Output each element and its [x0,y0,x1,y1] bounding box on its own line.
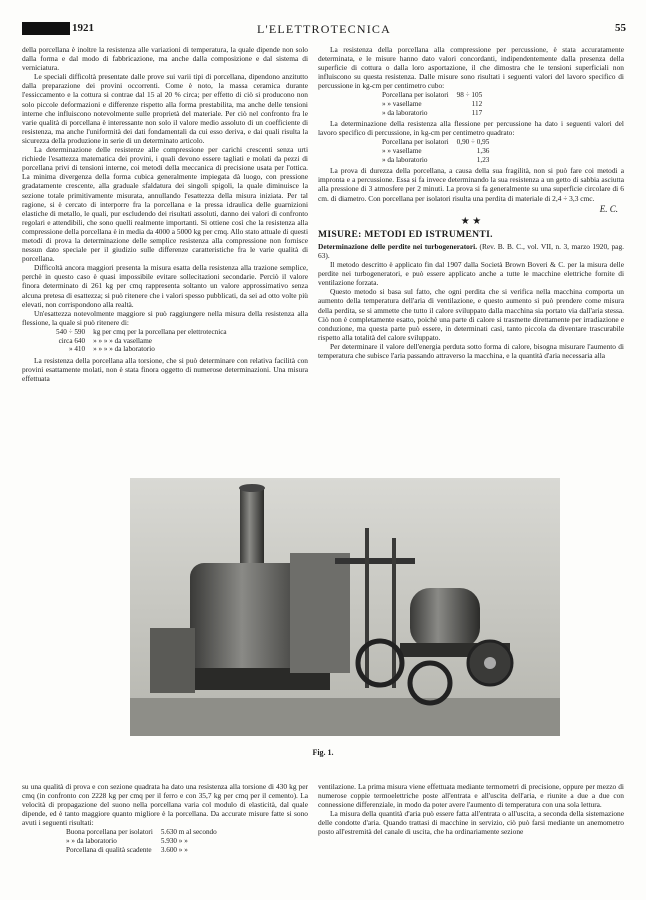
table-cell: kg per cmq per la porcellana per elettrotecnica [93,327,227,336]
paragraph: Questo metodo si basa sul fatto, che ogni perdita che si verifica nella macchina comporta un aumento della temperatura dell'aria di ventilazione, e questo aumento si può prendere come misura della perdita, se si ammette che tutto il calore sviluppato dalla macchina sia portato via dall'aria stessa. Ciò non è completamente esatto, poichè una parte di calore si trasmette direttamente per irradiazione e conduzione, ma questa parte può essere, in determinati casi, tanto piccola da diventare trascurabile rispetto alla totalità del calore sviluppato. [318,287,624,342]
journal-title: L'ELETTROTECNICA [256,22,391,36]
table-cell: 98 ÷ 105 [456,91,483,100]
table-row [62,837,221,846]
table-cell: » » da laboratorio [66,837,117,846]
page-number: 55 [615,22,626,34]
table-cell: 5.630 m al secondo [160,828,217,837]
frame-post [392,538,396,688]
condenser [290,553,350,673]
table-cell: » 410 [68,345,86,354]
paragraph: La determinazione della resistenza alla flessione per percussione ha dato i seguenti valori del lavoro specifico di percussione, in kg-cm per centimetro quadrato: [318,119,624,138]
table-cell: circa 640 [58,336,86,345]
table-cell: » » » » da laboratorio [93,345,155,354]
author-signature: E. C. [599,203,618,214]
floor [130,698,560,736]
cooler-unit [150,628,195,693]
steam-pipe [335,558,415,564]
table-cell: » » vasellame [382,100,422,109]
section-title: MISURE: METODI ED ISTRUMENTI. [318,228,493,240]
exhaust-stack [240,488,264,568]
table-row [62,828,221,837]
paragraph: ventilazione. La prima misura viene effettuata mediante termometri di precisione, oppure per mezzo di numerose coppie termoelettriche poste all'entrata e all'uscita dell'aria, e riunite a due a due con connessione differenziale, in modo da poter avere l'aumento di temperatura con una sola lettura. [318,782,624,810]
table-cell: » » vasellame [382,147,422,156]
table-cell: Buona porcellana per isolatori [66,828,153,837]
table-cell: 117 [471,108,483,117]
stack-top [239,484,265,492]
table-row [378,91,486,100]
table-cell: » da laboratorio [382,155,428,164]
table-row [378,147,493,156]
table-cell: Porcellana di qualità scadente [66,845,152,854]
table-cell: Porcellana per isolatori [382,91,449,100]
bending-strength-table [52,328,231,354]
paragraph: della porcellana è inoltre la resistenza alle variazioni di temperatura, la quale dipende non solo dalla forma e dal modo di fabbricazione, ma anche dalla composizione e dal sistema di verniciatura. [22,45,308,73]
impact-compression-table [378,91,486,117]
sound-speed-table [62,828,221,854]
paragraph: La resistenza della porcellana alla torsione, che si può determinare con relativa facilità con provini esattamente molati, non è stata finora oggetto di numerose determinazioni. Una misura effettuata [22,355,308,383]
paragraph: La resistenza della porcellana alla compressione per percussione, è stata accuratamente determinata, e le misure hanno dato valori concordanti, indipendentemente dalla presenza della superficie di cottura o dalla loro asportazione, il che dimostra che le tensioni superficiali non influiscono su questa resistenza. Dalle misure sono risultati i seguenti valori del lavoro specifico di percussione in kg-cm per centimetro cubo: [318,45,624,91]
article-heading [318,242,624,260]
table-row [52,345,231,354]
paragraph: Le speciali difficoltà presentate dalle prove sui varii tipi di porcellana, dipendono anzitutto dalla preparazione dei provini occorrenti. Come è noto, la massa ceramica durante l'essiccamento e la cottura si contrae dal 15 al 20 % circa; per effetto di ciò si producono non solo piccole deformazioni e differenze rispetto alla forma prestabilita, ma anche delle tensioni interne che influiscono notevolmente sulle proprietà del materiale. Per ciò nel confronto fra le varie qualità di porcellana è interessante non solo il valore medio assoluto di un coefficiente di resistenza, ma anche l'uniformità dei dati fondamentali da cui esso deriva, e dai quali risulta la sicurezza della produzione in serie di un determinato articolo. [22,72,308,145]
table-cell: 1,36 [476,147,490,156]
bottom-right-column [318,782,624,894]
left-column [22,45,308,465]
table-cell: Porcellana per isolatori [382,138,449,147]
impact-bending-table [378,138,493,164]
table-row [52,337,231,346]
table-cell: 112 [471,100,483,109]
paragraph: Il metodo descritto è applicato fin dal 1907 dalla Società Brown Boveri & C. per la misura delle perdite nei turbogeneratori, e può essere applicato anche a tutte le macchine elettriche fornite di ventilazione forzata. [318,260,624,288]
figure-caption: Fig. 1. [312,748,334,757]
table-cell: » » » » da vasellame [93,336,152,345]
photo-drawing [130,478,560,736]
bottom-left-column [22,782,308,894]
paragraph: La determinazione delle resistenze alle compressione per carichi crescenti senza urti richiede l'esattezza matematica dei provini, i quali devono essere tagliati e molati da pezzi di porcellana privi di tensioni interne, coi metodi della meccanica di precisione usata per l'ottica. La minima divergenza della forma cubica generalmente impiegata dà luogo, con pressione gradatamente crescente, alla graduale sfaldatura dei singoli spigoli, la quale diminuisce la sezione totale primitivamente misurata, annullando l'esattezza della misura iniziata. Per tal ragione, si è cercato di interporre fra la porcellana e la pressa idraulica delle guarnizioni elastiche di metallo, le quali, pur escludendo dei risultati assoluti, danno dei valori di confronto regolari e attendibili, che sono quelli realmente importanti. Si ottiene così che la resistenza alla compressione della porcellana è in media da 4000 a 5000 kg per cmq. Allo stato attuale di questi metodi di prova la determinazione delle semplice resistenza alla compressione non fornisce nessun dato speciale per il giudizio sulle differenze caratteristiche fra le varie qualità di porcellana. [22,145,308,264]
paragraph: Un'esattezza notevolmente maggiore si può raggiungere nella misura della resistenza alla flessione, la quale si può ritenere di: [22,308,308,327]
table-cell: 0,90 ÷ 0,95 [456,138,490,147]
turbogenerator-photo [130,478,560,736]
section-separator: ★ ★ [460,215,482,227]
paragraph: Difficoltà ancora maggiori presenta la misura esatta della resistenza alla trazione semplice, perchè in questo caso è quasi impossibile evitare sollecitazioni secondarie. Perciò il valore finora determinato di 261 kg per cmq rappresenta soltanto un valore approssimativo senza alcuna pretesa di esattezza; si può ritenere che i valori spesso pubblicati, da sei ad otto volte più elevati, non corrispondono alla realtà. [22,263,308,309]
table-row [378,109,486,118]
table-row [378,100,486,109]
table-cell: 3.600 » » [160,845,188,854]
table-cell: 5.930 » » [160,837,188,846]
generator [410,588,480,648]
paragraph: La misura della quantità d'aria può essere fatta all'entrata o all'uscita, a seconda della sistemazione delle condotte d'aria. Quando trattasi di macchine in servizio, ciò può farsi mediante un anemometro posto all'estremità del canale di uscita, che ha ordinariamente sezione [318,809,624,837]
issue-date: 1921 [22,22,94,35]
pulley-hub [484,657,496,669]
frame-post [365,528,369,688]
table-cell: 1,23 [476,155,490,164]
table-row [378,138,493,147]
table-cell: » da laboratorio [382,108,428,117]
running-header [22,22,626,40]
right-column [318,45,624,465]
paragraph: La prova di durezza della porcellana, a causa della sua fragilità, non si può fare coi metodi a impronta e a percussione. Essa si fa invece determinando la sua resistenza a un getto di sabbia asciutta alla pressione di 3 atmosfere per 2 minuti. La prova si fa generalmente su una superficie circolare di 6 cm. di diametro. Con porcellana per isolatori risulta una perdita di materiale di 2,4 ÷ 3,3 cmc. [318,166,624,203]
article-title: Determinazione delle perdite nei turbogeneratori. [318,241,478,251]
paragraph: Per determinare il valore dell'energia perduta sotto forma di calore, bisogna misurare l'aumento di temperatura che subisce l'aria passando attraverso la macchina, e la quantità d'aria necessaria alla [318,341,624,360]
table-row [378,156,493,165]
table-row [52,328,231,337]
article-reference: (Rev. B. B. C., vol. VII, n. 3, marzo 1920, pag. 63). [318,241,624,260]
paragraph: su una qualità di prova e con sezione quadrata ha dato una resistenza alla torsione di 430 kg per cmq (in confronto con 2228 kg per cmq per il ferro e con 35,7 kg per cmq per il cemento). La velocità di propagazione del suono nella porcellana varia col modulo di elasticità, dal quale dipende, ed è tanto maggiore quanto migliore è la porcellana. Da accurate misure fatte si sono avuti i seguenti risultati: [22,782,308,828]
table-cell: 540 ÷ 590 [56,327,86,336]
table-row [62,846,221,855]
